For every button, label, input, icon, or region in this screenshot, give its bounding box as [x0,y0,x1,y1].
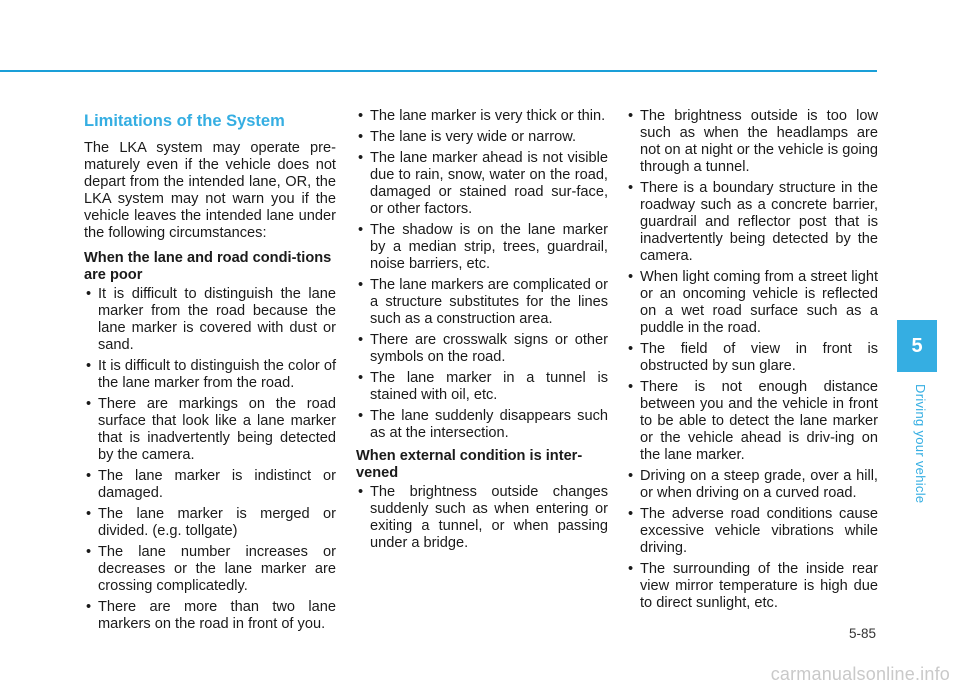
page-number: 5-85 [848,626,876,641]
list-item: • It is difficult to distinguish the lane marker from the road because the lane marker is covered with dust or sand. [84,286,336,354]
list-item: • There are markings on the road surface that look like a lane marker that is inadvertently being detected by the camera. [84,396,336,464]
list-item: • The lane markers are complicated or a structure substitutes for the lines such as a construction area. [356,277,608,328]
list-item: • Driving on a steep grade, over a hill, or when driving on a curved road. [626,468,878,502]
external-conditions-heading: When external condition is inter-vened [356,448,583,481]
list-item: • It is difficult to distinguish the color of the lane marker from the road. [84,358,336,392]
list-item: • The brightness outside is too low such as when the headlamps are not on at night or the vehicle is going through a tunnel. [626,108,878,176]
list-item: • The lane marker ahead is not visible due to rain, snow, water on the road, damaged or stained road sur-face, or other factors. [356,150,608,218]
header-rule [0,70,877,72]
external-conditions-list-continued [626,108,878,612]
list-item: • The lane number increases or decreases or the lane marker are crossing complicatedly. [84,544,336,595]
list-item: • The lane marker in a tunnel is stained with oil, etc. [356,370,608,404]
list-item: • The lane suddenly disappears such as at the intersection. [356,408,608,442]
chapter-tab: 5 [897,320,937,372]
list-item: • There are crosswalk signs or other symbols on the road. [356,332,608,366]
list-item: • The lane marker is indistinct or damaged. [84,468,336,502]
list-item: • The shadow is on the lane marker by a median strip, trees, guardrail, noise barriers, etc. [356,222,608,273]
list-item: • The field of view in front is obstructed by sun glare. [626,341,878,375]
watermark: carmanualsonline.info [770,664,950,684]
lane-conditions-heading: When the lane and road condi-tions are poor [84,250,332,283]
list-item: • The surrounding of the inside rear view mirror temperature is high due to direct sunlight, etc. [626,561,878,612]
list-item: • There is a boundary structure in the roadway such as a concrete barrier, guardrail and reflector post that is inadvertently being detected by the camera. [626,180,878,265]
chapter-label: Driving your vehicle [913,384,928,504]
lane-conditions-list-continued [356,108,608,442]
list-item: • The brightness outside changes suddenly such as when entering or exiting a tunnel, or when passing under a bridge. [356,484,608,552]
list-item: • The lane marker is very thick or thin. [356,108,608,125]
column-1 [84,108,336,639]
list-item: • There are more than two lane markers on the road in front of you. [84,599,336,633]
list-item: • When light coming from a street light or an oncoming vehicle is reflected on a wet road surface such as a puddle in the road. [626,269,878,337]
list-item: • The lane is very wide or narrow. [356,129,608,146]
external-conditions-list [356,484,608,552]
lane-conditions-list [84,286,336,633]
section-title: Limitations of the System [84,112,285,130]
intro-paragraph: The LKA system may operate pre-maturely even if the vehicle does not depart from the intended lane, OR, the LKA system may not warn you if the vehicle leaves the intended lane under the following circumstances: [84,140,336,241]
list-item: • There is not enough distance between you and the vehicle in front to be able to detect the lane marker or the vehicle ahead is driv-ing on the lane marker. [626,379,878,464]
column-3 [626,108,878,618]
list-item: • The adverse road conditions cause excessive vehicle vibrations while driving. [626,506,878,557]
list-item: • The lane marker is merged or divided. (e.g. tollgate) [84,506,336,540]
column-2 [356,108,608,558]
